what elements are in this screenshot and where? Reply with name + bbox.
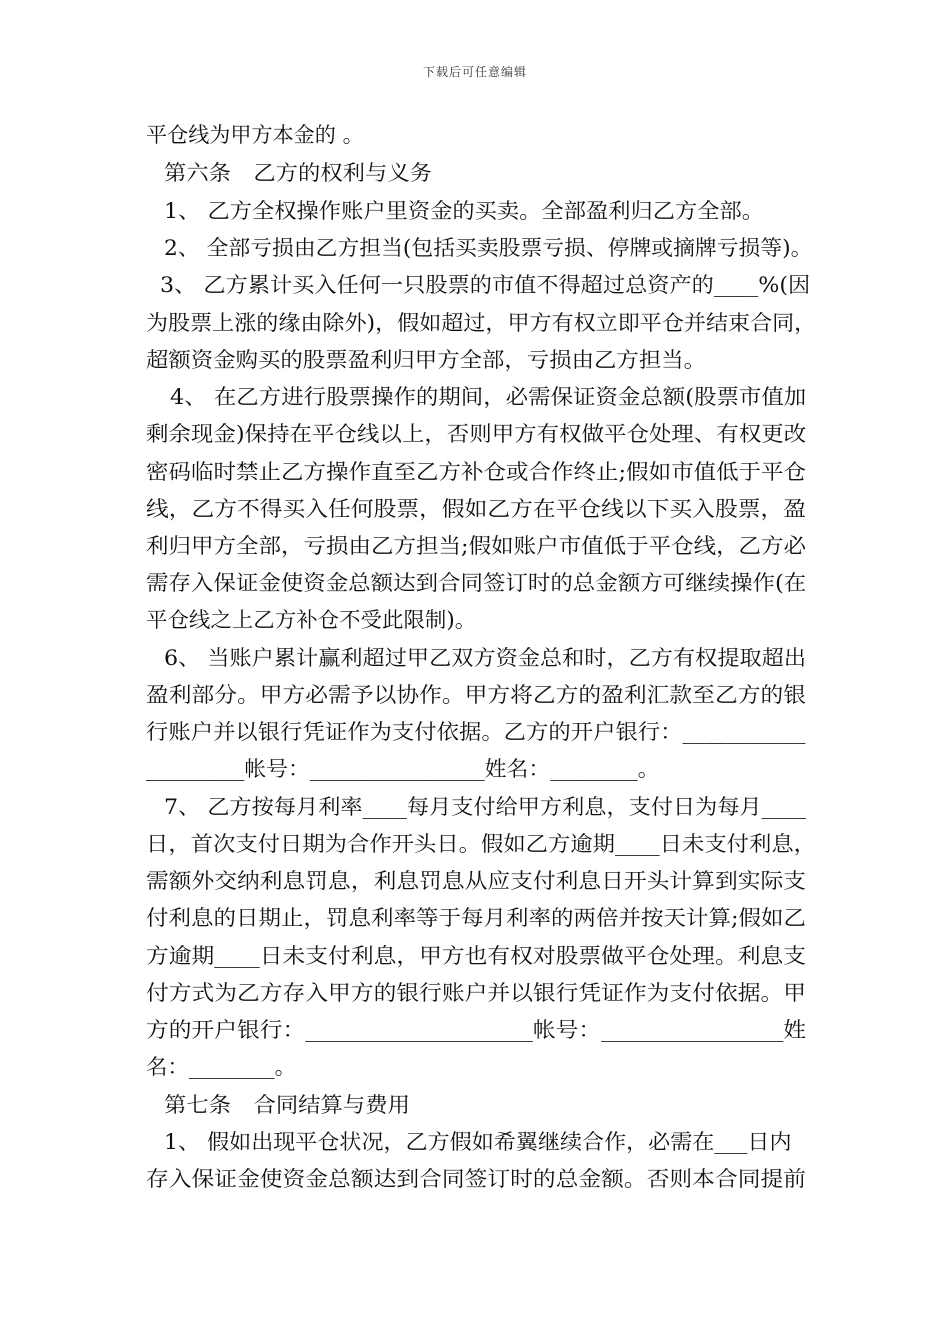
text-line: 1、 假如出现平仓状况，乙方假如希翼继续合作，必需在___日内 xyxy=(164,1130,792,1154)
text-line: 行账户并以银行凭证作为支付依据。乙方的开户银行：___________ xyxy=(146,720,806,744)
text-line: 盈利部分。甲方必需予以协作。甲方将乙方的盈利汇款至乙方的银 xyxy=(146,683,806,707)
text-line: 7、 乙方按每月利率____每月支付给甲方利息，支付日为每月____ xyxy=(164,795,807,819)
text-line: 方的开户银行：____________________帐号：________________姓 xyxy=(146,1018,806,1042)
text-line: 6、 当账户累计赢利超过甲乙双方资金总和时，乙方有权提取超出 xyxy=(164,646,807,670)
text-line: 第七条 合同结算与费用 xyxy=(164,1093,410,1117)
text-line: 为股票上涨的缘由除外)，假如超过，甲方有权立即平仓并结束合同， xyxy=(146,311,817,335)
text-line: 3、 乙方累计买入任何一只股票的市值不得超过总资产的____%(因 xyxy=(160,273,811,297)
text-line: 平仓线之上乙方补仓不受此限制)。 xyxy=(146,608,477,632)
text-line: 方逾期____日未支付利息，甲方也有权对股票做平仓处理。利息支 xyxy=(146,944,806,968)
text-line: 日，首次支付日期为合作开头日。假如乙方逾期____日未支付利息， xyxy=(146,832,817,856)
text-line: 付利息的日期止，罚息利率等于每月利率的两倍并按天计算;假如乙 xyxy=(146,906,807,930)
text-line: 线，乙方不得买入任何股票，假如乙方在平仓线以下买入股票，盈 xyxy=(146,497,806,521)
text-line: 平仓线为甲方本金的 。 xyxy=(146,123,364,147)
text-line: 密码临时禁止乙方操作直至乙方补仓或合作终止;假如市值低于平仓 xyxy=(146,460,807,484)
text-line: 需存入保证金使资金总额达到合同签订时的总金额方可继续操作(在 xyxy=(146,571,807,595)
text-line: 存入保证金使资金总额达到合同签订时的总金额。否则本合同提前 xyxy=(146,1167,806,1191)
text-line: 1、 乙方全权操作账户里资金的买卖。全部盈利归乙方全部。 xyxy=(164,199,765,223)
text-line: 超额资金购买的股票盈利归甲方全部，亏损由乙方担当。 xyxy=(146,348,707,372)
text-line: 剩余现金)保持在平仓线以上，否则甲方有权做平仓处理、有权更改 xyxy=(146,422,807,446)
page-header-note: 下载后可任意编辑 xyxy=(422,65,527,79)
text-line: _________帐号：________________姓名：________。 xyxy=(146,757,660,781)
text-line: 2、 全部亏损由乙方担当(包括买卖股票亏损、停牌或摘牌亏损等)。 xyxy=(164,236,813,260)
text-line: 需额外交纳利息罚息，利息罚息从应支付利息日开头计算到实际支 xyxy=(146,869,806,893)
text-line: 第六条 乙方的权利与义务 xyxy=(164,161,433,185)
text-line: 付方式为乙方存入甲方的银行账户并以银行凭证作为支付依据。甲 xyxy=(146,981,806,1005)
text-line: 名：________。 xyxy=(146,1055,296,1079)
text-line: 4、 在乙方进行股票操作的期间，必需保证资金总额(股票市值加 xyxy=(170,385,807,409)
text-line: 利归甲方全部，亏损由乙方担当;假如账户市值低于平仓线，乙方必 xyxy=(146,534,807,558)
